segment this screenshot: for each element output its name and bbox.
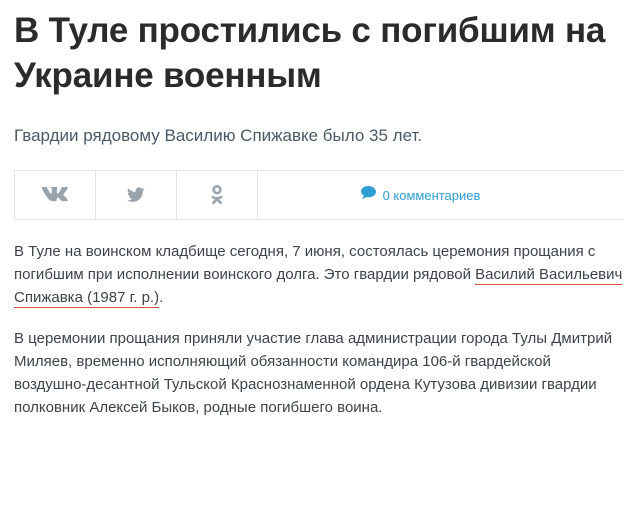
comments-count-label: 0 комментариев (382, 187, 481, 203)
vk-share-button[interactable] (14, 171, 96, 219)
share-bar (14, 170, 623, 220)
odnoklassniki-share-button[interactable] (177, 171, 258, 219)
page-title: В Туле простились с погибшим на Украине военным (14, 11, 606, 95)
comments-link[interactable] (258, 171, 623, 219)
article-paragraph-1 (14, 220, 623, 309)
paragraph-lead-text: В Туле на воинском кладбище сегодня, 7 июня, состоялась церемония прощания с погибшим при исполнении воинского долга. Это гвардии рядовой (14, 243, 596, 283)
paragraph-tail-text: . (159, 289, 164, 306)
comment-bubble-icon (361, 186, 376, 204)
twitter-share-button[interactable] (96, 171, 177, 219)
odnoklassniki-icon (210, 185, 224, 205)
article-paragraph-2: В церемонии прощания приняли участие глава администрации города Тулы Дмитрий Миляев, временно исполняющий обязанности командира 106-й гвардейской воздушно-десантной Тульской Краснознаменной ордена Кутузова дивизии гвардии полковник Алексей Быков, родные погибшего воина. (14, 330, 613, 416)
highlighted-name: Василий Васильевич Спижавка (1987 г. р.) (14, 266, 623, 306)
vk-icon (42, 187, 68, 203)
article-subtitle: Гвардии рядовому Василию Спижавке было 35 лет. (14, 126, 423, 145)
twitter-icon (127, 187, 145, 203)
